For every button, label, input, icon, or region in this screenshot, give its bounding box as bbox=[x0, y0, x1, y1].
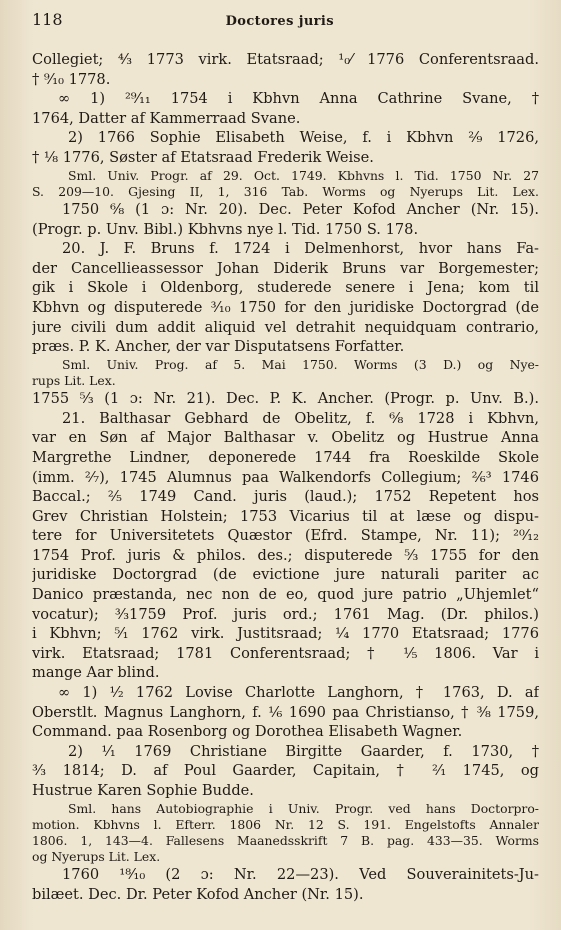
text-line: Command. paa Rosenborg og Dorothea Elisabeth Wagner. bbox=[32, 723, 463, 741]
text-line: S. 209—10. Gjesing II, 1, 316 Tab. Worms og Nyerups Lit. Lex. bbox=[32, 183, 539, 199]
text-line: 1760 ¹⁸⁄₁₀ (2 ɔ: Nr. 22—23). Ved Souverainitets-Ju- bbox=[62, 866, 539, 884]
text-line: ³⁄₃ 1814; D. af Poul Gaarder, Capitain, † ²⁄₁ 1745, og bbox=[32, 762, 539, 780]
text-line: ∞ 1) ²⁹⁄₁₁ 1754 i Kbhvn Anna Cathrine Svane, † bbox=[58, 90, 539, 108]
text-line: Margrethe Lindner, deponerede 1744 fra Roeskilde Skole bbox=[32, 448, 539, 466]
text-line: (imm. ²⁄₇), 1745 Alumnus paa Walkendorfs Collegium; ²⁄₆³ 1746 bbox=[32, 468, 539, 486]
text-line: virk. Etatsraad; 1781 Conferentsraad; † ¹⁄₅ 1806. Var i bbox=[32, 644, 539, 662]
text-line: 20. J. F. Bruns f. 1724 i Delmenhorst, hvor hans Fa- bbox=[62, 240, 539, 258]
text-line: 2) ¹⁄₁ 1769 Christiane Birgitte Gaarder, f. 1730, † bbox=[68, 742, 539, 760]
text-line: og Nyerups Lit. Lex. bbox=[32, 849, 161, 865]
page-header bbox=[32, 10, 539, 36]
text-line: gik i Skole i Oldenborg, studerede senere i Jena; kom til bbox=[32, 279, 539, 297]
text-line: præs. P. K. Ancher, der var Disputatsens Forfatter. bbox=[32, 338, 405, 356]
text-line: Collegiet; ⁴⁄₃ 1773 virk. Etatsraad; ¹₀⁄ 1776 Conferentsraad. bbox=[32, 51, 539, 68]
text-line: vocatur); ³⁄₃1759 Prof. juris ord.; 1761 Mag. (Dr. philos.) bbox=[32, 605, 539, 623]
text-line: 21. Balthasar Gebhard de Obelitz, f. ⁶⁄₈ 1728 i Kbhvn, bbox=[62, 409, 539, 427]
text-line: juridiske Doctorgrad (de evictione jure naturali pariter ac bbox=[32, 566, 539, 584]
text-line: mange Aar blind. bbox=[32, 664, 160, 682]
text-line: 1755 ⁵⁄₃ (1 ɔ: Nr. 21). Dec. P. K. Ancher. (Progr. p. Unv. B.). bbox=[32, 390, 539, 408]
text-line: 1754 Prof. juris & philos. des.; disputerede ⁵⁄₃ 1755 for den bbox=[32, 546, 539, 564]
text-line: (Progr. p. Unv. Bibl.) Kbhvns nye l. Tid. 1750 S. 178. bbox=[32, 220, 419, 238]
text-line: † ¹⁄₈ 1776, Søster af Etatsraad Frederik Weise. bbox=[32, 148, 374, 166]
text-line: Sml. Univ. Prog. af 5. Mai 1750. Worms (3 D.) og Nye- bbox=[62, 356, 539, 372]
text-line: rups Lit. Lex. bbox=[32, 372, 116, 388]
text-line: Oberstlt. Magnus Langhorn, f. ¹⁄₆ 1690 paa Christianso, † ³⁄₈ 1759, bbox=[32, 703, 539, 721]
text-line: tere for Universitetets Quæstor (Efrd. Stampe, Nr. 11); ²⁰⁄₁₂ bbox=[32, 527, 539, 545]
text-line: Kbhvn og disputerede ³⁄₁₀ 1750 for den juridiske Doctorgrad (de bbox=[32, 298, 539, 316]
page-number: 118 bbox=[32, 10, 63, 29]
text-line: 2) 1766 Sophie Elisabeth Weise, f. i Kbhvn ²⁄₉ 1726, bbox=[68, 129, 539, 147]
text-line: Baccal.; ²⁄₅ 1749 Cand. juris (laud.); 1752 Repetent hos bbox=[32, 488, 539, 506]
text-line: ∞ 1) ¹⁄₂ 1762 Lovise Charlotte Langhorn, † 1763, D. af bbox=[58, 684, 539, 702]
page-body-text bbox=[32, 50, 539, 905]
running-head: Doctores juris bbox=[225, 14, 334, 29]
text-line: jure civili dum addit aliquid vel detrahit nequidquam contrario, bbox=[32, 318, 539, 336]
text-line: Danico præstanda, nec non de eo, quod jure patrio „Uhjemlet“ bbox=[32, 586, 539, 604]
text-line: Grev Christian Holstein; 1753 Vicarius til at læse og dispu- bbox=[32, 507, 539, 525]
text-line: der Cancellieassessor Johan Diderik Bruns var Borgemester; bbox=[32, 259, 539, 277]
text-line: bilæet. Dec. Dr. Peter Kofod Ancher (Nr. 15). bbox=[32, 886, 364, 903]
text-line: 1764, Datter af Kammerraad Svane. bbox=[32, 109, 301, 127]
text-line: i Kbhvn; ⁵⁄₁ 1762 virk. Justitsraad; ¹⁄₄ 1770 Etatsraad; 1776 bbox=[32, 625, 539, 643]
text-line: Sml. Univ. Progr. af 29. Oct. 1749. Kbhvns l. Tid. 1750 Nr. 27 bbox=[68, 167, 539, 183]
text-line: Hustrue Karen Sophie Budde. bbox=[32, 782, 254, 799]
text-line: motion. Kbhvns l. Efterr. 1806 Nr. 12 S. 191. Engelstofts Annaler bbox=[32, 816, 539, 832]
text-line: 1750 ⁶⁄₈ (1 ɔ: Nr. 20). Dec. Peter Kofod Ancher (Nr. 15). bbox=[62, 200, 539, 218]
text-line: 1806. 1, 143—4. Fallesens Maanedsskrift 7 B. pag. 433—35. Worms bbox=[32, 833, 539, 848]
text-line: var en Søn af Major Balthasar v. Obelitz og Hustrue Anna bbox=[32, 429, 539, 447]
text-line: † ⁹⁄₁₀ 1778. bbox=[32, 70, 111, 88]
text-line: Sml. hans Autobiographie i Univ. Progr. ved hans Doctorpro- bbox=[68, 800, 539, 816]
